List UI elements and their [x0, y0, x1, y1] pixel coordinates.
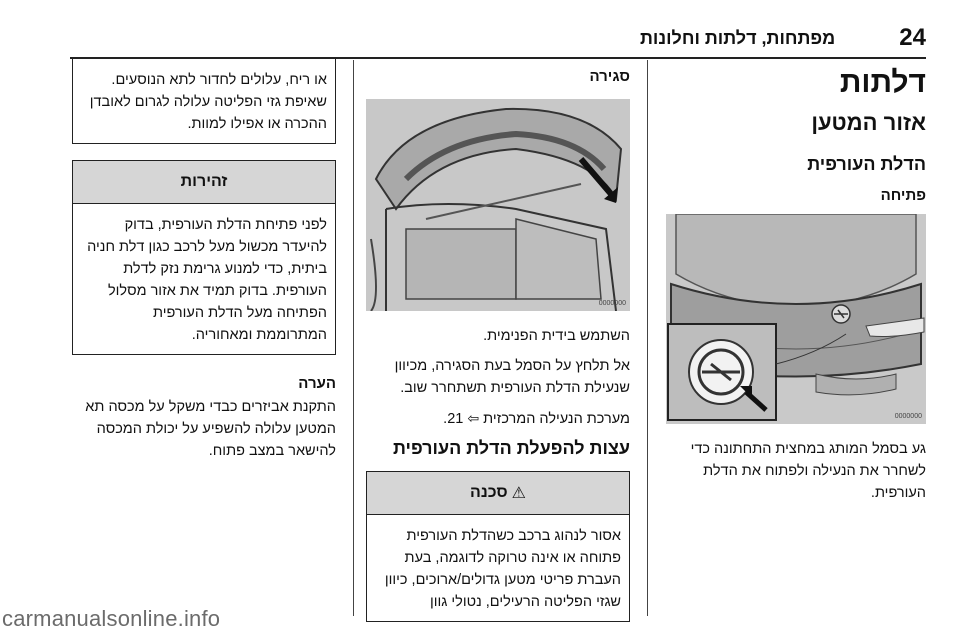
closing-step: השתמש בידית הפנימית. — [483, 328, 630, 344]
danger-title: סכנה — [470, 484, 508, 501]
column-divider — [353, 60, 354, 616]
section-title: אזור המטען — [811, 110, 926, 135]
watermark: carmanualsonline.info — [2, 606, 221, 631]
caution-title: זהירות — [73, 161, 335, 204]
page-number: 24 — [899, 24, 926, 51]
tips-heading: עצות להפעלת הדלת העורפית — [392, 438, 630, 458]
page-header — [0, 18, 960, 58]
cross-reference-label: מערכת הנעילה המרכזית — [483, 411, 630, 427]
caution-text: לפני פתיחת הדלת העורפית, בדוק להיעדר מכשול מעל לרכב כגון דלת חניה ביתית, כדי למנוע גרימת נזק לדלת העורפית. בדוק תמיד את אזור מסלול הפתיחה מעל הדלת העורפית המתרוממת ומאחוריה. — [87, 217, 327, 343]
column-divider — [647, 60, 648, 616]
running-title: מפתחות, דלתות וחלונות — [640, 28, 836, 48]
column-right — [666, 58, 926, 512]
opening-instructions: גע בסמל המותג במחצית התחתונה כדי לשחרר את הנעילה ולפתוח את הדלת העורפית. — [690, 441, 926, 501]
cross-reference: מערכת הנעילה המרכזית ⇦ 21. — [443, 410, 630, 427]
warning-triangle-icon: ⚠ — [511, 485, 526, 502]
figure-id: 0000000 — [598, 300, 626, 307]
opening-heading: פתיחה — [880, 187, 926, 204]
arrow-reference-icon: ⇦ — [467, 410, 480, 426]
tailgate-opening-illustration — [666, 214, 926, 424]
figure-id: 0000000 — [894, 413, 922, 420]
note-title: הערה — [298, 375, 336, 392]
note-text: התקנת אביזרים כבדי משקל על מכסה תא המטען עלולה להשפיע על יכולת המכסה להישאר במצב פתוח. — [85, 399, 336, 459]
subsection-title: הדלת העורפית — [807, 154, 926, 174]
closing-warning: אל תלחץ על הסמל בעת הסגירה, מכיוון שנעילת הדלת העורפית תשתחרר שוב. — [394, 358, 630, 396]
column-left — [72, 58, 336, 470]
column-middle — [366, 58, 630, 636]
danger-box — [366, 471, 630, 622]
danger-header — [367, 472, 629, 515]
danger-continued-text: או ריח, עלולים לחדור לתא הנוסעים. שאיפת גזי הפליטה עלולה לגרום לאובדן ההכרה או אפילו למוות. — [89, 72, 327, 132]
caution-box — [72, 160, 336, 355]
cross-reference-page[interactable]: 21 — [447, 411, 464, 427]
tailgate-closing-illustration — [366, 99, 630, 311]
chapter-title: דלתות — [839, 66, 926, 99]
danger-text: אסור לנהוג ברכב כשהדלת העורפית פתוחה או אינה טרוקה לדוגמה, בעת העברת פריטי מטען גדולים/ארוכים, כיוון שגזי הפליטה הרעילים, נטולי גוון — [384, 528, 621, 610]
danger-continued-box — [72, 58, 336, 144]
closing-heading: סגירה — [589, 68, 630, 85]
